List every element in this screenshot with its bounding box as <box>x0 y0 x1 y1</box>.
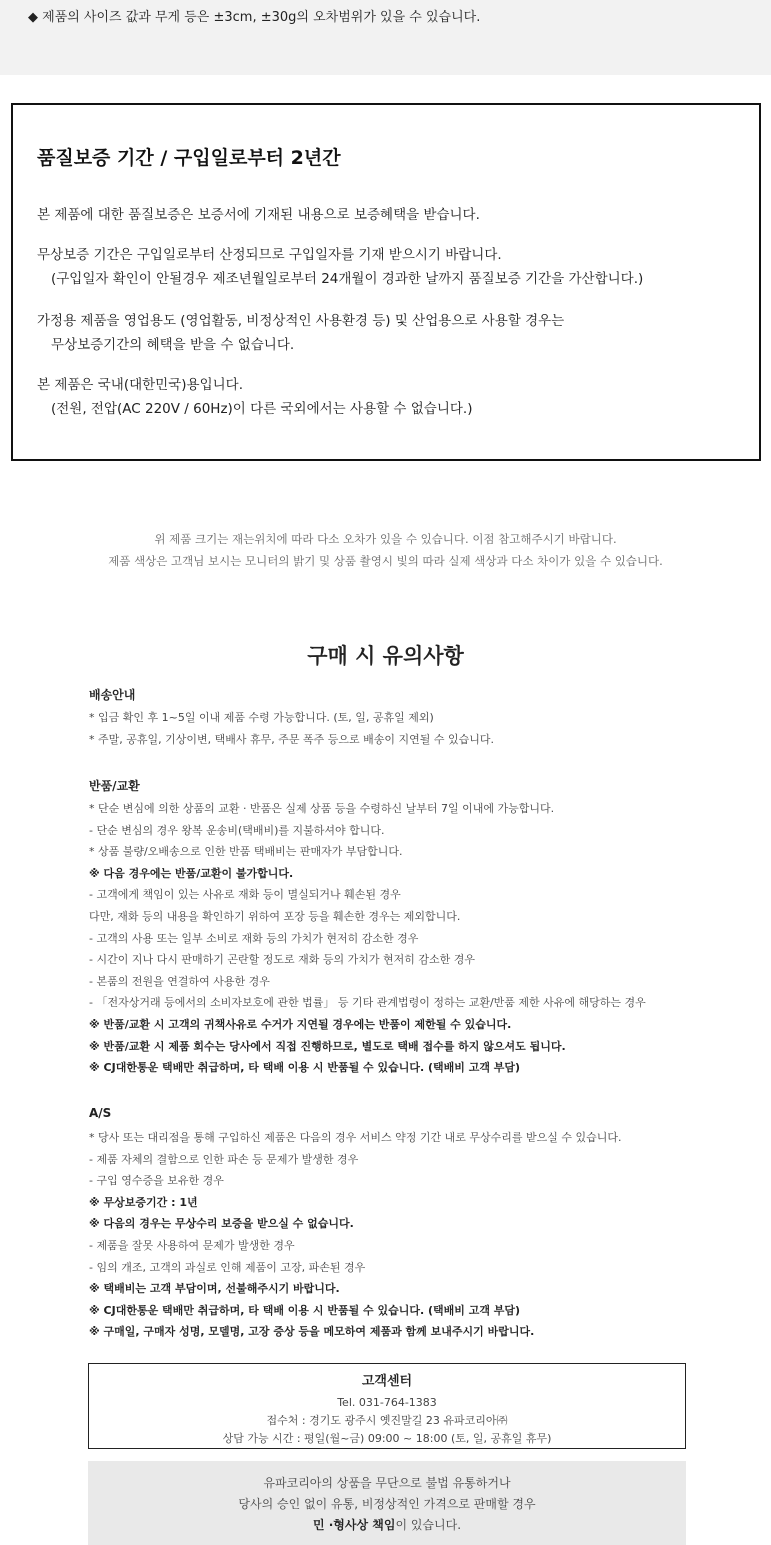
legal-line-3-rest: 이 있습니다. <box>395 1518 462 1532</box>
returns-line: * 단순 변심에 의한 상품의 교환 · 반품은 실제 상품 등을 수령하신 날부터 7일 이내에 가능합니다. <box>89 802 555 815</box>
customer-center-tel: Tel. 031-764-1383 <box>337 1396 437 1409</box>
returns-line: - 본품의 전원을 연결하여 사용한 경우 <box>89 974 270 988</box>
warranty-box <box>11 103 761 461</box>
as-heading: A/S <box>89 1106 112 1120</box>
customer-center-title: 고객센터 <box>361 1374 413 1389</box>
returns-line: - 시간이 지나 다시 판매하기 곤란할 정도로 재화 등의 가치가 현저히 감소한 경우 <box>89 953 475 967</box>
cautions-title: 구매 시 유의사항 <box>307 644 464 668</box>
top-note-band <box>0 0 771 75</box>
as-notice: ※ 무상보증기간 : 1년 <box>89 1195 198 1209</box>
customer-center-box <box>88 1363 686 1449</box>
as-line: - 제품 자체의 결함으로 인한 파손 등 문제가 발생한 경우 <box>89 1152 359 1166</box>
customer-center-hours: 상담 가능 시간 : 평일(월~금) 09:00 ~ 18:00 (토, 일, 공휴일 휴무) <box>222 1432 552 1445</box>
as-line: - 구입 영수증을 보유한 경우 <box>89 1174 224 1188</box>
returns-line: 다만, 재화 등의 내용을 확인하기 위하여 포장 등을 훼손한 경우는 제외합니다. <box>89 909 461 923</box>
warranty-paragraph-3 <box>37 309 564 357</box>
legal-liability-emphasis: 민 ·형사상 책임 <box>312 1518 396 1532</box>
returns-notice: ※ 다음 경우에는 반품/교환이 불가합니다. <box>89 866 294 880</box>
warranty-p3-line1: 가정용 제품을 영업용도 (영업활동, 비정상적인 사용환경 등) 및 산업용으로 사용할 경우는 <box>37 313 565 329</box>
warranty-p2-line2: (구입일자 확인이 안될경우 제조년월일로부터 24개월이 경과한 날까지 품질보증 기간을 가산합니다.) <box>51 271 644 287</box>
as-notice: ※ 택배비는 고객 부담이며, 선불해주시기 바랍니다. <box>89 1282 340 1296</box>
warranty-p4-line1: 본 제품은 국내(대한민국)용입니다. <box>37 377 243 393</box>
returns-notice: ※ CJ대한통운 택배만 취급하며, 타 택배 이용 시 반품될 수 있습니다. (택배비 고객 부담) <box>89 1061 521 1075</box>
warranty-paragraph-2 <box>37 243 643 291</box>
legal-notice-box <box>88 1461 686 1545</box>
color-disclaimer: 제품 색상은 고객님 보시는 모니터의 밝기 및 상품 촬영시 빛의 따라 실제 색상과 다소 차이가 있을 수 있습니다. <box>108 554 663 568</box>
delivery-heading: 배송안내 <box>89 688 136 702</box>
as-notice: ※ 다음의 경우는 무상수리 보증을 받으실 수 없습니다. <box>89 1217 354 1231</box>
as-list <box>89 1127 621 1343</box>
as-notice: ※ CJ대한통운 택배만 취급하며, 타 택배 이용 시 반품될 수 있습니다. (택배비 고객 부담) <box>89 1303 521 1317</box>
warranty-title: 품질보증 기간 / 구입일로부터 2년간 <box>37 147 341 169</box>
as-line: * 당사 또는 대리점을 통해 구입하신 제품은 다음의 경우 서비스 약정 기간 내로 무상수리를 받으실 수 있습니다. <box>89 1131 622 1144</box>
legal-line-3 <box>88 1515 686 1536</box>
as-line: - 임의 개조, 고객의 과실로 인해 제품이 고장, 파손된 경우 <box>89 1260 366 1274</box>
as-line: - 제품을 잘못 사용하여 문제가 발생한 경우 <box>89 1238 295 1252</box>
returns-line: - 고객의 사용 또는 일부 소비로 재화 등의 가치가 현저히 감소한 경우 <box>89 931 419 945</box>
customer-center-address: 접수처 : 경기도 광주시 옛진말길 23 유파코리아㈜ <box>266 1414 508 1427</box>
returns-list <box>89 798 646 1079</box>
returns-line: * 상품 불량/오배송으로 인한 반품 택배비는 판매자가 부담합니다. <box>89 845 403 859</box>
delivery-line-1: * 입금 확인 후 1~5일 이내 제품 수령 가능합니다. (토, 일, 공휴일 제외) <box>89 711 434 724</box>
warranty-p3-line2: 무상보증기간의 혜택을 받을 수 없습니다. <box>51 337 295 353</box>
delivery-line-2: * 주말, 공휴일, 기상이변, 택배사 휴무, 주문 폭주 등으로 배송이 지연될 수 있습니다. <box>89 732 494 746</box>
returns-line: - 「전자상거래 등에서의 소비자보호에 관한 법률」 등 기타 관계법령이 정하는 교환/반품 제한 사유에 해당하는 경우 <box>89 996 646 1010</box>
returns-heading: 반품/교환 <box>89 779 140 793</box>
warranty-p1: 본 제품에 대한 품질보증은 보증서에 기재된 내용으로 보증혜택을 받습니다. <box>37 207 480 223</box>
returns-notice: ※ 반품/교환 시 고객의 귀책사유로 수거가 지연될 경우에는 반품이 제한될 수 있습니다. <box>89 1017 512 1031</box>
legal-line-2: 당사의 승인 없이 유통, 비정상적인 가격으로 판매할 경우 <box>238 1497 536 1511</box>
warranty-paragraph-1 <box>37 203 480 227</box>
returns-line: - 단순 변심의 경우 왕복 운송비(택배비)를 지불하셔야 합니다. <box>89 823 385 837</box>
as-notice: ※ 구매일, 구매자 성명, 모델명, 고장 증상 등을 메모하여 제품과 함께 보내주시기 바랍니다. <box>89 1325 535 1339</box>
size-tolerance-note: ◆ 제품의 사이즈 값과 무게 등은 ±3cm, ±30g의 오차범위가 있을 수 있습니다. <box>28 10 481 25</box>
delivery-list <box>89 707 494 750</box>
warranty-p2-line1: 무상보증 기간은 구입일로부터 산정되므로 구입일자를 기재 받으시기 바랍니다. <box>37 247 502 263</box>
warranty-paragraph-4 <box>37 373 472 421</box>
legal-line-1: 유파코리아의 상품을 무단으로 불법 유통하거나 <box>263 1476 511 1490</box>
returns-notice: ※ 반품/교환 시 제품 회수는 당사에서 직접 진행하므로, 별도로 택배 접수를 하지 않으셔도 됩니다. <box>89 1039 566 1053</box>
warranty-p4-line2: (전원, 전압(AC 220V / 60Hz)이 다른 국외에서는 사용할 수 없습니다.) <box>51 401 473 417</box>
size-disclaimer: 위 제품 크기는 재는위치에 따라 다소 오차가 있을 수 있습니다. 이점 참고해주시기 바랍니다. <box>154 532 617 546</box>
returns-line: - 고객에게 책임이 있는 사유로 재화 등이 멸실되거나 훼손된 경우 <box>89 888 401 902</box>
